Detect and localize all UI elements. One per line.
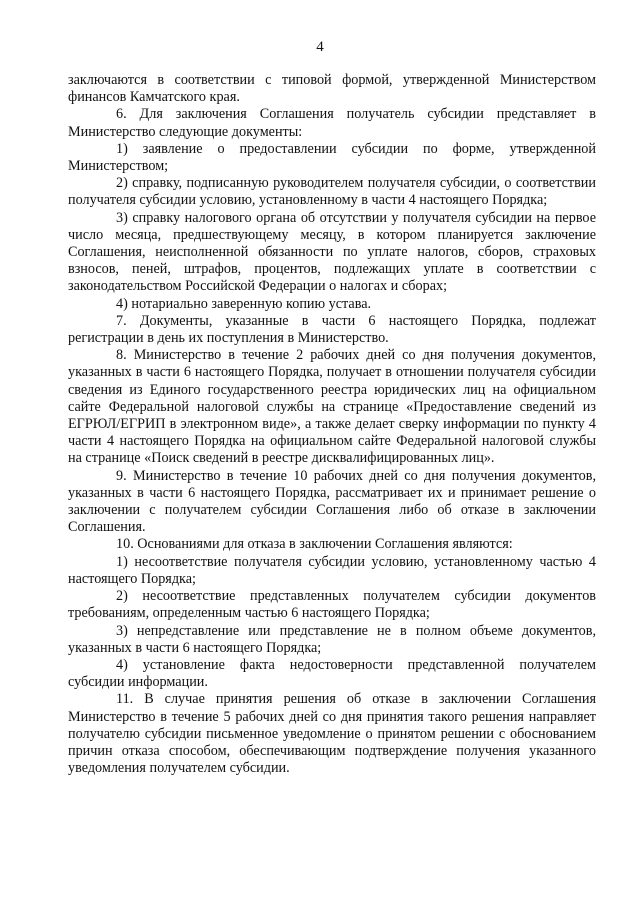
paragraph-10: 10. Основаниями для отказа в заключении Соглашения являются:: [116, 536, 513, 553]
paragraph-6: 6. Для заключения Соглашения получатель субсидии представляет в Министерство следующие документы:: [68, 106, 596, 140]
paragraph-8: 8. Министерство в течение 2 рабочих дней со дня получения документов, указанных в части 6 настоящего Порядка, получает в отношении получателя субсидии сведения из Единого государственного реестра юридических лиц на официальном сайте Федеральной налоговой службы на странице «Предоставление сведений из ЕГРЮЛ/ЕГРИП в электронном виде», а также делает сверку информации по пункту 4 части 4 настоящего Порядка на официальном сайте Федеральной налоговой службы на странице «Поиск сведений в реестре дисквалифицированных лиц».: [68, 347, 596, 467]
paragraph-6-item-4: 4) нотариально заверенную копию устава.: [116, 295, 372, 312]
paragraph-continuation: заключаются в соответствии с типовой формой, утвержденной Министерством финансов Камчатского края.: [68, 72, 596, 106]
paragraph-10-item-1: 1) несоответствие получателя субсидии условию, установленному частью 4 настоящего Порядка;: [68, 553, 596, 587]
document-body: [68, 72, 596, 777]
paragraph-6-item-2: 2) справку, подписанную руководителем получателя субсидии, о соответствии получателя субсидии условию, установленному в части 4 настоящего Порядка;: [68, 175, 596, 209]
paragraph-10-item-4: 4) установление факта недостоверности представленной получателем субсидии информации.: [68, 656, 596, 691]
paragraph-11: 11. В случае принятия решения об отказе в заключении Соглашения Министерство в течение 5 рабочих дней со дня принятия такого решения направляет получателю субсидии письменное уведомление о принятом решении с обоснованием причин отказа способом, обеспечивающим подтверждение получения указанного уведомления получателем субсидии.: [68, 691, 596, 777]
paragraph-7: 7. Документы, указанные в части 6 настоящего Порядка, подлежат регистрации в день их поступления в Министерство.: [68, 312, 596, 347]
paragraph-6-item-3: 3) справку налогового органа об отсутствии у получателя субсидии на первое число месяца, предшествующему месяцу, в котором планируется заключение Соглашения, неисполненной обязанности по уплате налогов, сборов, страховых взносов, пеней, штрафов, процентов, подлежащих уплате в соответствии с законодательством Российской Федерации о налогах и сборах;: [68, 209, 596, 295]
paragraph-6-item-1: 1) заявление о предоставлении субсидии по форме, утвержденной Министерством;: [68, 140, 596, 175]
paragraph-9: 9. Министерство в течение 10 рабочих дней со дня получения документов, указанных в части 6 настоящего Порядка, рассматривает их и принимает решение о заключении с получателем субсидии Соглашения либо об отказе в заключении Соглашения.: [68, 467, 596, 536]
paragraph-10-item-3: 3) непредставление или представление не в полном объеме документов, указанных в части 6 настоящего Порядка;: [68, 622, 596, 656]
page-number: 4: [316, 39, 324, 55]
paragraph-10-item-2: 2) несоответствие представленных получателем субсидии документов требованиям, определенным частью 6 настоящего Порядка;: [68, 588, 596, 622]
